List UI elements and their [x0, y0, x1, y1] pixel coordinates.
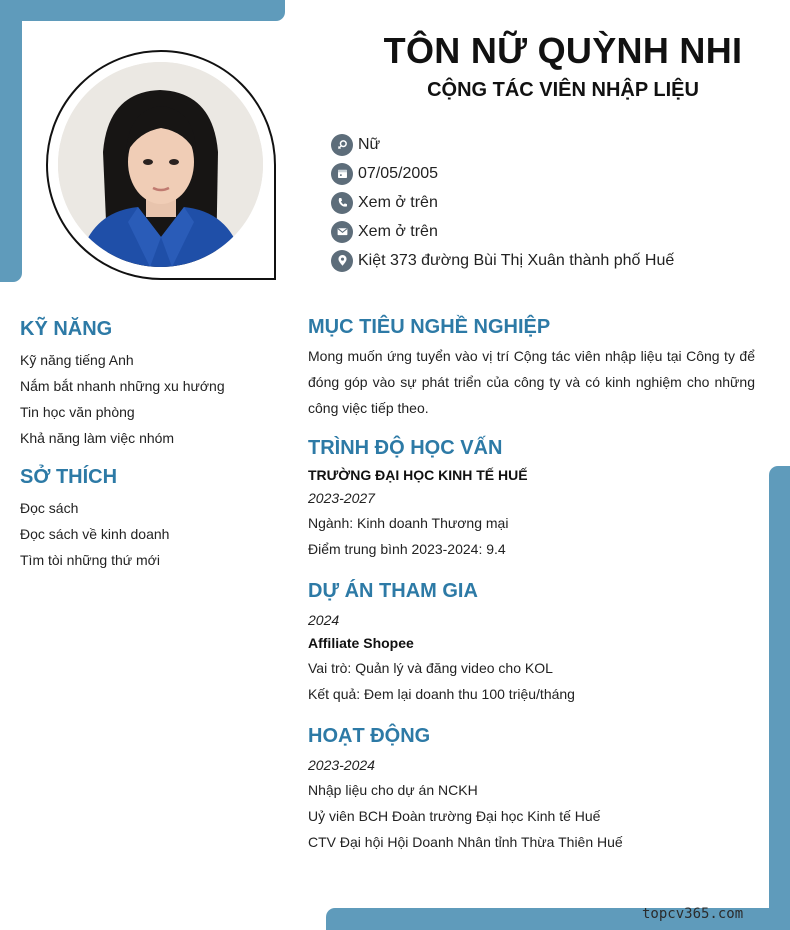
job-title: CỘNG TÁC VIÊN NHẬP LIỆU — [427, 79, 699, 101]
contact-gender — [331, 130, 674, 159]
right-column — [308, 316, 755, 855]
candidate-name: TÔN NỮ QUỲNH NHI — [383, 30, 743, 71]
school-name: TRƯỜNG ĐẠI HỌC KINH TẾ HUẾ — [308, 467, 528, 483]
skill-item: Nắm bắt nhanh những xu hướng — [20, 378, 225, 394]
skill-item: Kỹ năng tiếng Anh — [20, 352, 134, 368]
calendar-icon — [331, 163, 353, 185]
activity-item: CTV Đại hội Hội Doanh Nhân tỉnh Thừa Thiên Huế — [308, 834, 623, 850]
project-result: Kết quả: Đem lại doanh thu 100 triệu/tháng — [308, 686, 575, 702]
contact-text: Xem ở trên — [358, 193, 438, 211]
contact-text: Kiệt 373 đường Bùi Thị Xuân thành phố Huế — [358, 251, 675, 269]
watermark: topcv365.com — [642, 906, 744, 922]
activities-period: 2023-2024 — [308, 757, 375, 773]
objective-title: MỤC TIÊU NGHỀ NGHIỆP — [308, 316, 551, 338]
contact-text: Nữ — [358, 135, 381, 153]
contact-email — [331, 217, 674, 246]
project-year: 2024 — [308, 612, 340, 628]
location-icon — [331, 250, 353, 272]
contact-text: Xem ở trên — [358, 222, 438, 240]
education-major: Ngành: Kinh doanh Thương mại — [308, 515, 509, 531]
phone-icon — [331, 192, 353, 214]
profile-photo — [58, 62, 263, 267]
skill-item: Tin học văn phòng — [20, 404, 135, 420]
activities-title: HOẠT ĐỘNG — [308, 725, 431, 747]
contact-birthdate — [331, 159, 674, 188]
contact-phone — [331, 188, 674, 217]
decor-bar-left — [0, 0, 22, 282]
objective-text: Mong muốn ứng tuyển vào vị trí Cộng tác viên nhập liệu tại Công ty để đóng góp vào sự phát triển của công ty và có kinh nghiệm cho những công việc tiếp theo. — [308, 348, 755, 416]
hobbies-list — [20, 495, 290, 573]
mail-icon — [331, 221, 353, 243]
contact-address — [331, 246, 674, 275]
skill-item: Khả năng làm việc nhóm — [20, 430, 175, 446]
hobbies-title: SỞ THÍCH — [20, 466, 118, 488]
activity-item: Nhập liệu cho dự án NCKH — [308, 782, 478, 798]
projects-title: DỰ ÁN THAM GIA — [308, 580, 478, 602]
contact-list — [331, 130, 674, 275]
decor-bar-top — [0, 0, 285, 21]
education-title: TRÌNH ĐỘ HỌC VẤN — [308, 437, 503, 459]
hobby-item: Đọc sách về kinh doanh — [20, 526, 170, 542]
contact-text: 07/05/2005 — [358, 164, 439, 182]
education-period: 2023-2027 — [308, 490, 375, 506]
gender-icon — [331, 134, 353, 156]
education-gpa: Điểm trung bình 2023-2024: 9.4 — [308, 541, 506, 557]
left-column — [20, 318, 290, 573]
skills-list — [20, 347, 290, 451]
skills-title: KỸ NĂNG — [20, 318, 113, 340]
hobby-item: Đọc sách — [20, 500, 79, 516]
project-name: Affiliate Shopee — [308, 635, 414, 651]
project-role: Vai trò: Quản lý và đăng video cho KOL — [308, 660, 553, 676]
decor-bar-right — [769, 466, 790, 930]
activity-item: Uỷ viên BCH Đoàn trường Đại học Kinh tế Huế — [308, 808, 601, 824]
hobby-item: Tìm tòi những thứ mới — [20, 552, 160, 568]
